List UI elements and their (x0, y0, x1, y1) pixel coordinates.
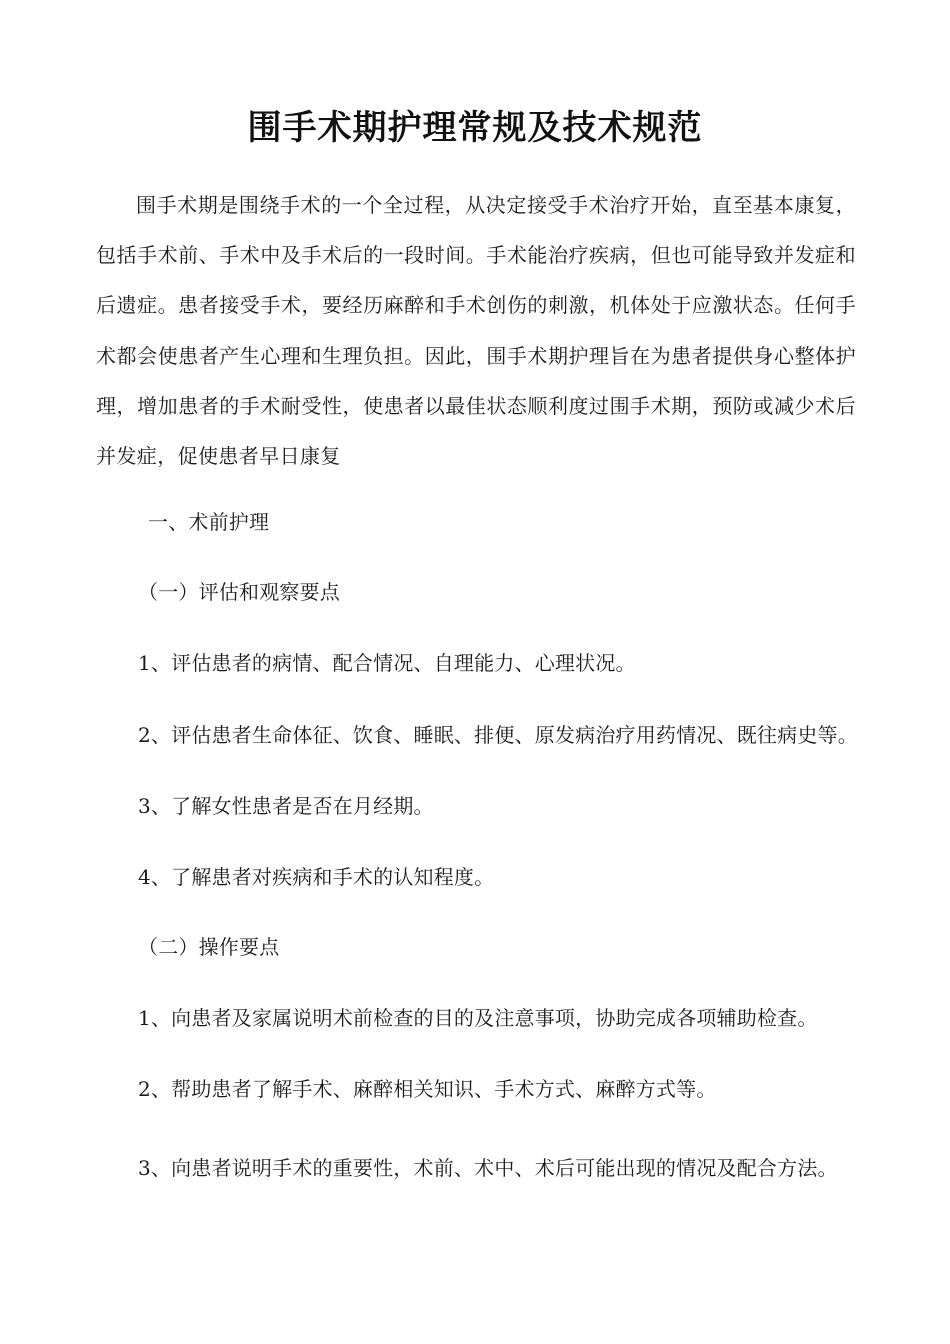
subsection-heading-operation: （二）操作要点 (138, 935, 280, 959)
list-item: 4、了解患者对疾病和手术的认知程度。 (138, 865, 495, 889)
intro-paragraph: 围手术期是围绕手术的一个全过程，从决定接受手术治疗开始，直至基本康复，包括手术前、手术中及手术后的一段时间。手术能治疗疾病，但也可能导致并发症和后遗症。患者接受手术，要经历麻醉和手术创伤的刺激，机体处于应激状态。任何手术都会使患者产生心理和生理负担。因此，围手术期护理旨在为患者提供身心整体护理，增加患者的手术耐受性，使患者以最佳状态顺利度过围手术期，预防或减少术后并发症，促使患者早日康复 (96, 193, 856, 469)
list-item: 2、评估患者生命体征、饮食、睡眠、排便、原发病治疗用药情况、既往病史等。 (138, 723, 858, 747)
document-title: 围手术期护理常规及技术规范 (247, 108, 703, 148)
subsection-heading-assessment: （一）评估和观察要点 (138, 580, 340, 604)
list-item: 1、评估患者的病情、配合情况、自理能力、心理状况。 (138, 651, 636, 675)
list-item: 3、向患者说明手术的重要性，术前、术中、术后可能出现的情况及配合方法。 (138, 1156, 838, 1180)
list-item: 2、帮助患者了解手术、麻醉相关知识、手术方式、麻醉方式等。 (138, 1077, 717, 1101)
list-item: 1、向患者及家属说明术前检查的目的及注意事项，协助完成各项辅助检查。 (138, 1006, 818, 1030)
list-item: 3、了解女性患者是否在月经期。 (138, 794, 434, 818)
section-heading: 一、术前护理 (148, 510, 270, 534)
